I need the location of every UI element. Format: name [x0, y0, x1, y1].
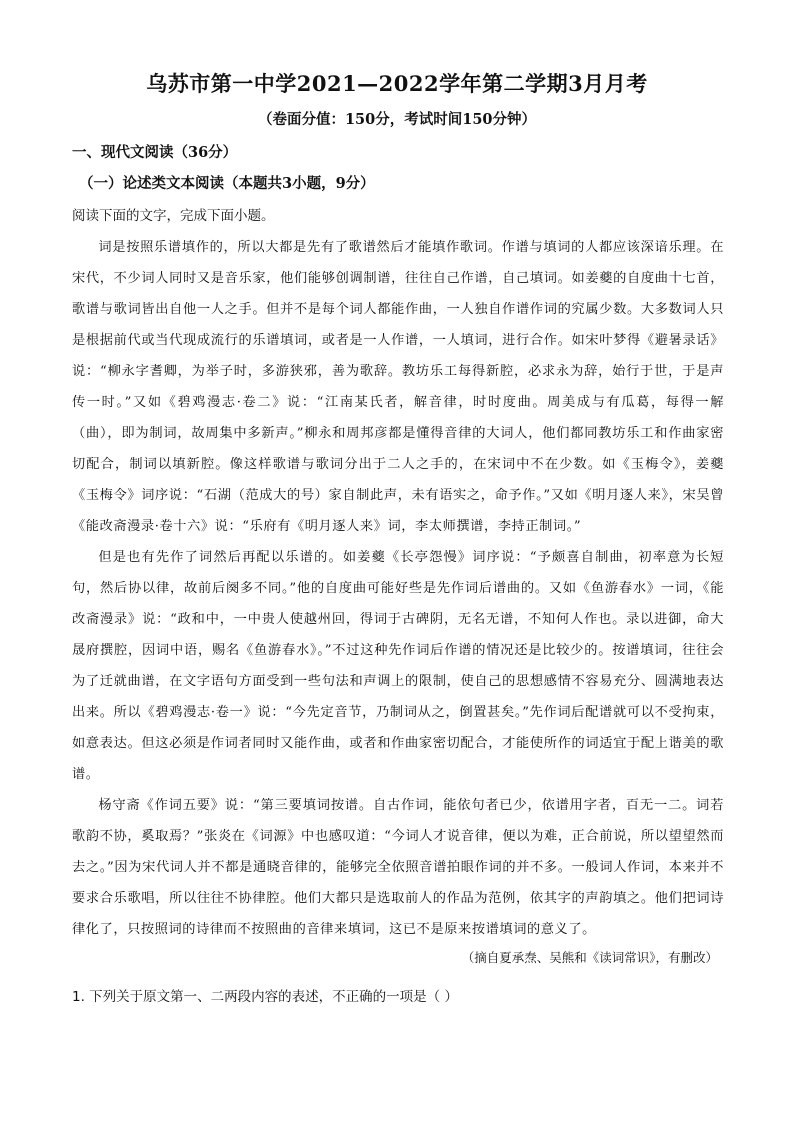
exam-subtitle: （卷面分值：150分，考试时间150分钟） — [257, 111, 537, 128]
exam-title: 乌苏市第一中学2021—2022学年第二学期3月月考 — [146, 71, 648, 96]
question-1: 1. 下列关于原文第一、二两段内容的表述，不正确的一项是（ ） — [72, 989, 458, 1005]
section-heading: 一、现代文阅读（36分） — [72, 144, 238, 161]
passage-paragraph: 杨守斋《作词五要》说：“第三要填词按谱。自古作词，能依句者已少，依谱用字者，百无一二。词若歌韵不协，奚取焉？”张炎在《词源》中也感叹道：“今词人才说音律，便以为难，正合前说，所以望望然而去之。”因为宋代词人并不都是通晓音律的，能够完全依照音谱拍眼作词的并不多。一般词人作词，本来并不要求合乐歌唱，所以往往不协律腔。他们大都只是选取前人的作品为范例，依其字的声韵填之。他们把词诗律化了，只按照词的诗律而不按照曲的音律来填词，这已不是原来按谱填词的意义了。 — [72, 798, 724, 937]
passage-source: （摘自夏承焘、吴熊和《读词常识》，有删改） — [461, 950, 718, 965]
passage-paragraph: 词是按照乐谱填作的，所以大都是先有了歌谱然后才能填作歌词。作谱与填词的人都应该深谙乐理。在宋代，不少词人同时又是音乐家，他们能够创调制谱，往往自己作谱，自己填词。如姜夔的自度曲十七首，歌谱与歌词皆出自他一人之手。但并不是每个词人都能作曲，一人独自作谱作词的究属少数。大多数词人只是根据前代或当代现成流行的乐谱填词，或者是一人作谱，一人填词，进行合作。如宋叶梦得《避暑录话》说：“柳永字耆卿，为举子时，多游狭邪，善为歌辞。教坊乐工每得新腔，必求永为辞，始行于世，于是声传一时。”又如《碧鸡漫志·卷二》说：“江南某氏者，解音律，时时度曲。周美成与有瓜葛，每得一解（曲），即为制词，故周集中多新声。”柳永和周邦彦都是懂得音律的大词人，他们都同教坊乐工和作曲家密切配合，制词以填新腔。像这样歌谱与歌词分出于二人之手的，在宋词中不在少数。如《玉梅令》，姜夔《玉梅令》词序说：“石湖（范成大的号）家自制此声，未有语实之，命予作。”又如《明月逐人来》，宋吴曾《能改斋漫录·卷十六》说：“乐府有《明月逐人来》词，李太师撰谱，李持正制词。” — [72, 240, 724, 534]
section-subheading: （一）论述类文本阅读（本题共3小题，9分） — [79, 175, 375, 192]
reading-passage — [72, 232, 724, 945]
reading-instruction: 阅读下面的文字，完成下面小题。 — [72, 208, 275, 224]
passage-paragraph: 但是也有先作了词然后再配以乐谱的。如姜夔《长亭怨慢》词序说：“予颇喜自制曲，初率意为长短句，然后协以律，故前后阕多不同。”他的自度曲可能好些是先作词后谱曲的。又如《鱼游春水》一词，《能改斋漫录》说：“政和中，一中贵人使越州回，得词于古碑阴，无名无谱，不知何人作也。录以进御，命大晟府撰腔，因词中语，赐名《鱼游春水》。”不过这种先作词后作谱的情况还是比较少的。按谱填词，往往会为了迁就曲谱，在文字语句方面受到一些句法和声调上的限制，使自己的思想感情不容易充分、圆满地表达出来。所以《碧鸡漫志·卷一》说：“今先定音节，乃制词从之，倒置甚矣。”先作词后配谱就可以不受拘束，如意表达。但这必须是作词者同时又能作曲，或者和作曲家密切配合，才能使所作的词适宜于配上谐美的歌谱。 — [72, 550, 724, 782]
